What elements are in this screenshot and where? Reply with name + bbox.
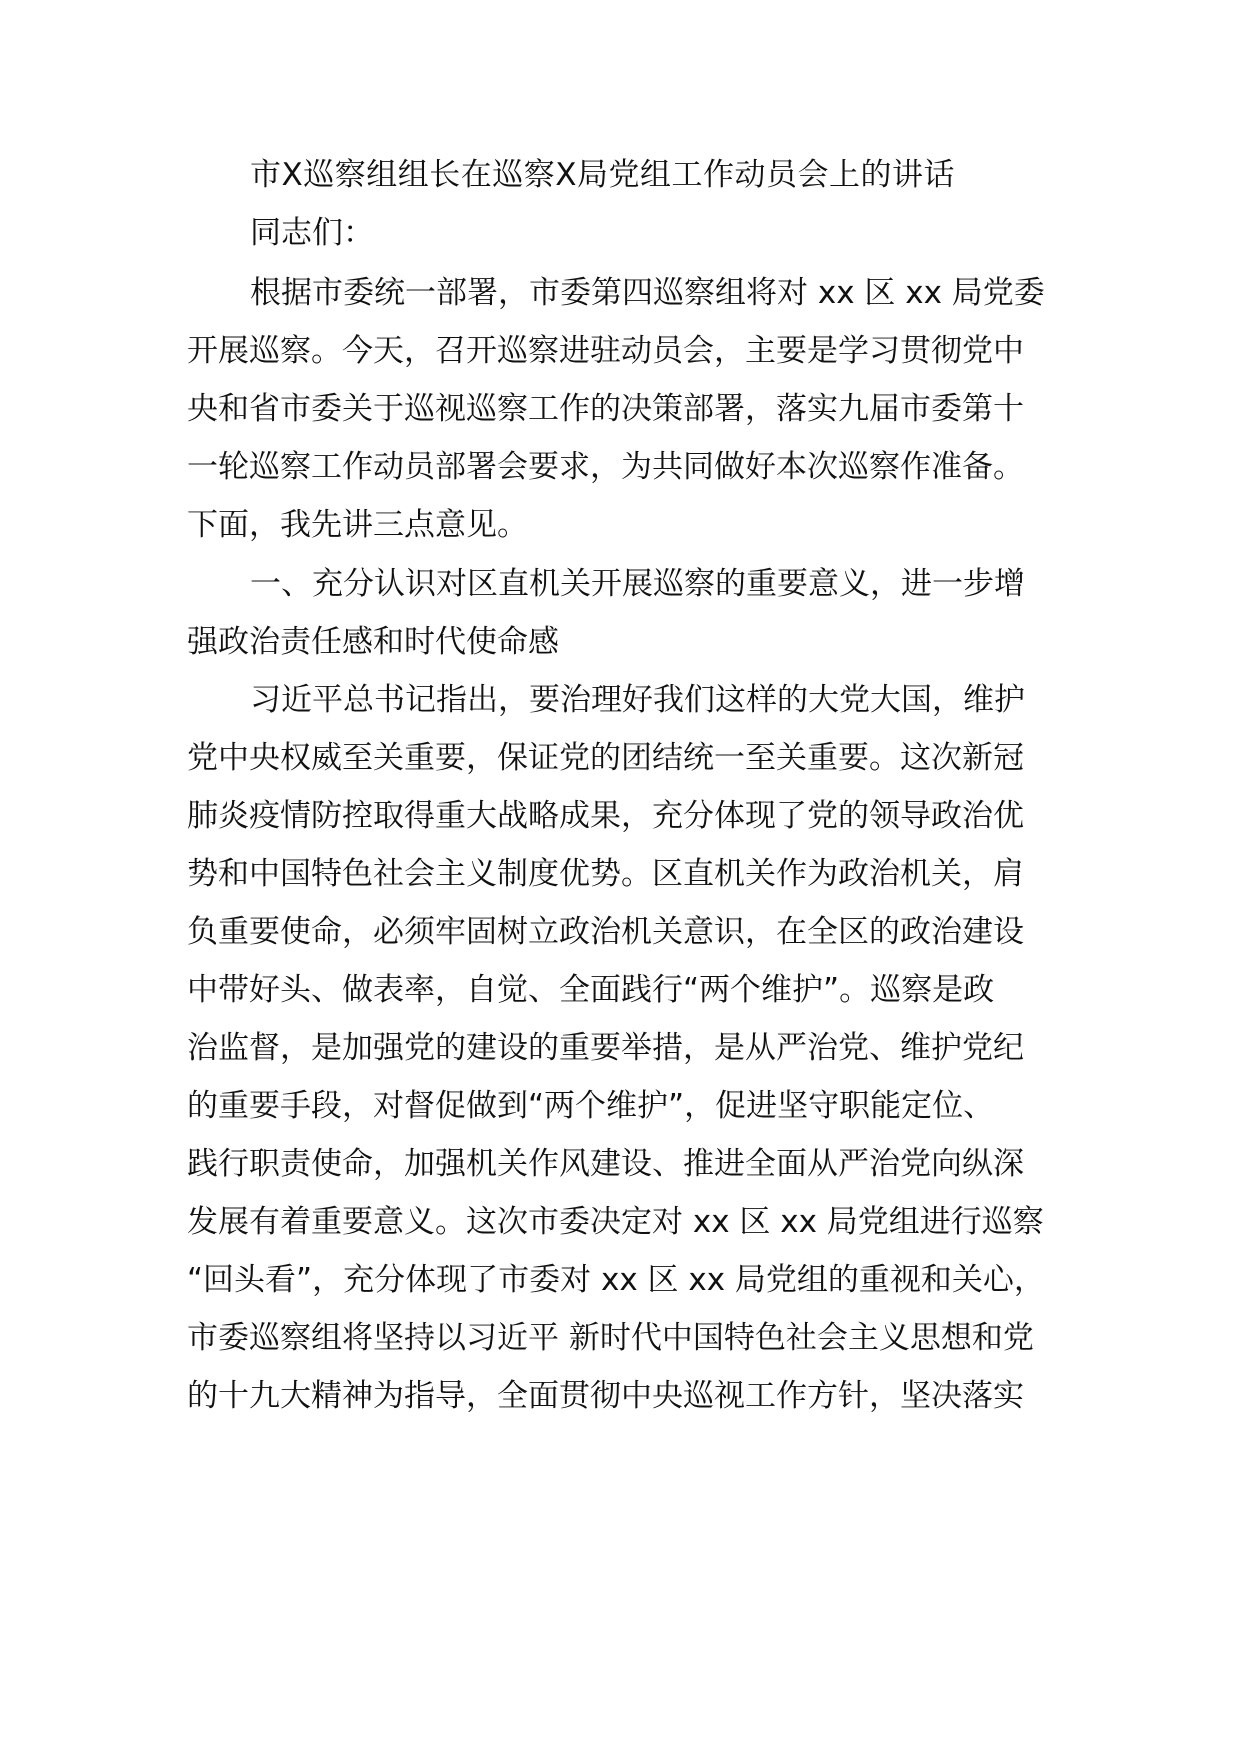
text-line: 势和中国特色社会主义制度优势。区直机关作为政治机关，肩 [187, 856, 1024, 892]
text-line: 践行职责使命，加强机关作风建设、推进全面从严治党向纵深 [187, 1146, 1024, 1182]
text-line: 根据市委统一部署，市委第四巡察组将对 xx 区 xx 局党委 [250, 275, 1045, 311]
text-line: 党中央权威至关重要，保证党的团结统一至关重要。这次新冠 [187, 740, 1024, 776]
section-heading: 一、充分认识对区直机关开展巡察的重要意义，进一步增 [250, 566, 1025, 602]
text-line: 肺炎疫情防控取得重大战略成果，充分体现了党的领导政治优 [187, 798, 1024, 834]
document-title: 市X巡察组组长在巡察X局党组工作动员会上的讲话 [250, 157, 955, 193]
text-line: “回头看”，充分体现了市委对 xx 区 xx 局党组的重视和关心， [187, 1262, 1045, 1298]
text-line: 央和省市委关于巡视巡察工作的决策部署，落实九届市委第十 [187, 391, 1024, 427]
text-line: 的十九大精神为指导，全面贯彻中央巡视工作方针，坚决落实 [187, 1378, 1024, 1414]
text-line: 开展巡察。今天，召开巡察进驻动员会，主要是学习贯彻党中 [187, 333, 1024, 369]
text-line: 治监督，是加强党的建设的重要举措，是从严治党、维护党纪 [187, 1030, 1024, 1066]
text-line: 发展有着重要意义。这次市委决定对 xx 区 xx 局党组进行巡察 [187, 1204, 1044, 1240]
text-line: 下面，我先讲三点意见。 [187, 507, 528, 543]
text-line: 负重要使命，必须牢固树立政治机关意识，在全区的政治建设 [187, 914, 1024, 950]
text-line: 中带好头、做表率，自觉、全面践行“两个维护”。巡察是政 [187, 972, 995, 1008]
text-line: 市委巡察组将坚持以习近平 新时代中国特色社会主义思想和党 [187, 1320, 1034, 1356]
salutation: 同志们： [250, 215, 374, 251]
text-line: 的重要手段，对督促做到“两个维护”，促进坚守职能定位、 [187, 1088, 995, 1124]
section-heading-continued: 强政治责任感和时代使命感 [187, 624, 559, 660]
text-line: 一轮巡察工作动员部署会要求，为共同做好本次巡察作准备。 [187, 449, 1024, 485]
text-line: 习近平总书记指出，要治理好我们这样的大党大国，维护 [250, 682, 1025, 718]
